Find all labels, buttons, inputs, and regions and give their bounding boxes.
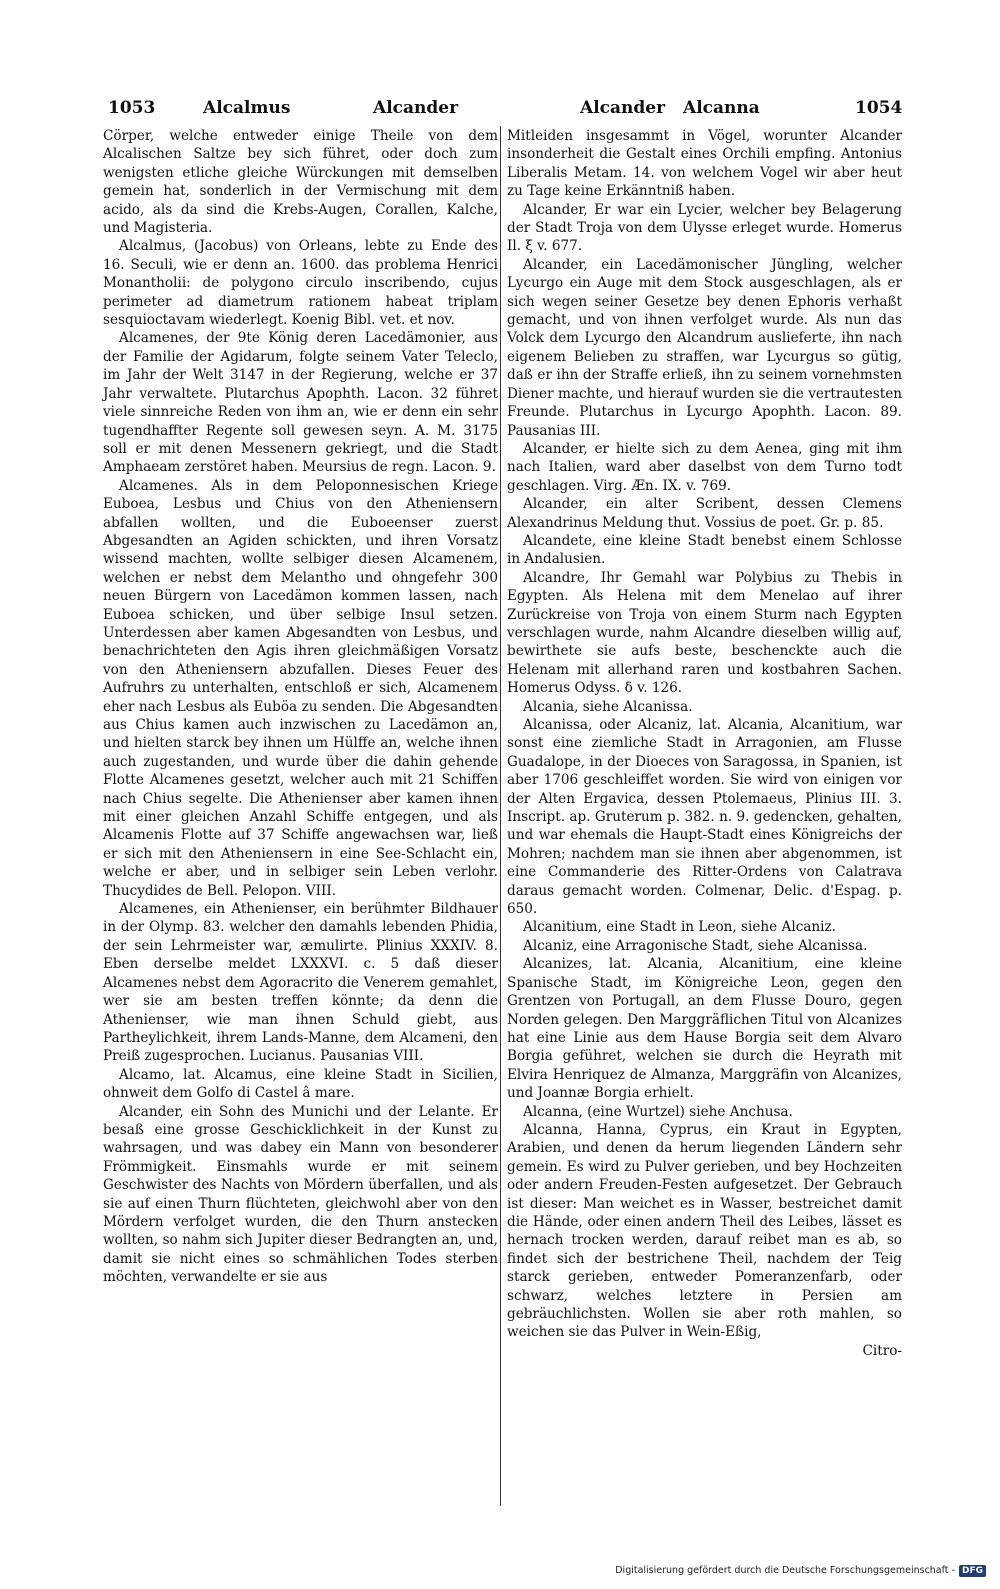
left-headword-first: Alcalmus xyxy=(203,98,291,118)
entry-paragraph: Alcamenes, ein Athenienser, ein berühmter Bildhauer in der Olymp. 83. welcher den damahls lebenden Phidia, der sein Lehrmeister war, æmulirte. Plinius XXXIV. 8. Eben derselbe meldet LXXXVI. c. 5 daß dieser Alcamenes nebst dem Agoracrito die Venerem gemahlet, wer sie am besten treffen könnte; da denn die Athenienser, wie man ihnen Schuld giebt, aus Partheylichkeit, ihrem Lands-Manne, dem Alcameni, den Preiß zugesprochen. Lucianus. Pausanias VIII. xyxy=(103,901,498,1065)
entry-paragraph: Alcander, er hielte sich zu dem Aenea, ging mit ihm nach Italien, ward aber daselbst von dem Turno todt geschlagen. Virg. Æn. IX. v. 769. xyxy=(507,440,902,494)
entry-paragraph: Alcanitium, eine Stadt in Leon, siehe Alcaniz. xyxy=(523,919,836,936)
left-column xyxy=(103,127,498,1287)
left-headword-last: Alcander xyxy=(373,98,459,118)
column-divider xyxy=(500,126,501,1506)
right-headword-first: Alcander xyxy=(580,98,666,118)
entry-paragraph: Alcander, ein Lacedämonischer Jüngling, welcher Lycurgo ein Auge mit dem Stock ausgeschlagen, als er sich wegen seiner Gesetze bey denen Ephoris verhaßt gemacht, und von ihnen verfolget wurde. Als nun das Volck dem Lycurgo den Alcandrum auslieferte, ihn nach eigenem Belieben zu straffen, war Lycurgus so gütig, daß er ihn der Straffe erließ, ihn zu seinem vornehmsten Diener machte, und hierauf wurden sie die vertrautesten Freunde. Plutarchus in Lycurgo Apophth. Lacon. 89. Pausanias III. xyxy=(507,256,902,439)
entry-paragraph: Alcalmus, (Jacobus) von Orleans, lebte zu Ende des 16. Seculi, wie er denn an. 1600. das problema Henrici Monantholii: de polygono circulo inscribendo, cujus perimeter ad diametrum rationem habeat triplam sesquioctavam wiederlegt. Koenig Bibl. vet. et nov. xyxy=(103,238,498,329)
entry-paragraph: Mitleiden insgesammt in Vögel, worunter Alcander insonderheit die Gestalt eines Orchili empfing. Antonius Liberalis Metam. 14. von welchem Vogel wir aber heut zu Tage keine Erkänntniß haben. xyxy=(507,128,902,200)
footer-text: Digitalisierung gefördert durch die Deutsche Forschungsgemeinschaft - xyxy=(615,1565,955,1576)
catchword: Citro- xyxy=(862,1342,902,1359)
dfg-logo: DFG xyxy=(959,1565,986,1577)
entry-paragraph: Alcanna, Hanna, Cyprus, ein Kraut in Egypten, Arabien, und denen da herum liegenden Ländern sehr gemein. Es wird zu Pulver gerieben, und bey Hochzeiten oder andern Freuden-Festen aufgesetzet. Der Gebrauch ist dieser: Man weichet es in Wasser, bestreichet damit die Hände, oder einen andern Theil des Leibes, lässet es hernach trocken werden, darauf reibet man es ab, so findet sich der bestrichene Theil, nachdem der Teig starck gerieben, entweder Pomeranzenfarb, oder schwarz, welches letztere in Persien am gebräuchlichsten. Wollen sie aber roth mahlen, so weichen sie das Pulver in Wein-Eßig, xyxy=(507,1121,902,1341)
right-column xyxy=(507,127,902,1360)
left-page-number: 1053 xyxy=(108,98,156,118)
running-header xyxy=(108,98,903,128)
right-headword-last: Alcanna xyxy=(683,98,760,118)
entry-paragraph: Cörper, welche entweder einige Theile von dem Alcalischen Saltze bey sich führet, oder doch zum wenigsten etliche gleiche Würckungen mit demselben gemein hat, sonderlich in der Vermischung mit dem acido, als da sind die Krebs-Augen, Corallen, Kalche, und Magisteria. xyxy=(103,128,498,237)
entry-paragraph: Alcamenes, der 9te König deren Lacedämonier, aus der Familie der Agidarum, folgte seinem Vater Teleclo, im Jahr der Welt 3147 in der Regierung, welche er 37 Jahr verwaltete. Plutarchus Apophth. Lacon. 32 führet viele sinnreiche Reden von ihm an, wie er denn ein sehr tugendhaffter Regente soll gewesen seyn. A. M. 3175 soll er mit denen Messenern gekriegt, und die Stadt Amphaeam zerstöret haben. Meursius de regn. Lacon. 9. xyxy=(103,330,498,476)
entry-paragraph: Alcamenes. Als in dem Peloponnesischen Kriege Euboea, Lesbus und Chius von den Atheniensern abfallen wollten, und die Euboeenser zuerst Abgesandten an Agiden schickten, und ihren Vorsatz wissend machten, wollte selbiger diesen Alcamenem, welchen er nebst dem Melantho und ohngefehr 300 neuen Bürgern von Lacedämon kommen lassen, nach Euboea schicken, und über selbige Insul setzen. Unterdessen aber kamen Abgesandten von Lesbus, und benachrichteten den Agis ihren gleichmäßigen Vorsatz von den Atheniensern abzufallen. Dieses Feuer des Aufruhrs zu unterhalten, entschloß er sich, Alcamenem eher nach Lesbus als Euböa zu senden. Die Abgesandten aus Chius kamen auch inzwischen zu Lacedämon an, und hielten starck bey ihnen um Hülffe an, welche ihnen auch zugestanden, und wurde über die dahin gehende Flotte Alcamenes gesetzt, welcher auch mit 21 Schiffen nach Chius segelte. Die Athenienser aber kamen ihnen mit einer gleichen Anzahl Schiffe entgegen, und als Alcamenis Flotte auf 37 Schiffe angewachsen war, ließ er sich mit den Atheniensern in eine See-Schlacht ein, welche er aber, und in selbiger sein Leben verlohr. Thucydides de Bell. Pelopon. VIII. xyxy=(103,477,498,899)
entry-paragraph: Alcaniz, eine Arragonische Stadt, siehe Alcanissa. xyxy=(523,937,868,954)
entry-paragraph: Alcandre, Ihr Gemahl war Polybius zu Thebis in Egypten. Als Helena mit dem Menelao auf ihrer Zurückreise von Troja von einem Sturm nach Egypten verschlagen wurde, nahm Alcandre dieselben willig auf, bewirthete sie aufs beste, beschenckte auch die Helenam mit allerhand raren und kostbahren Sachen. Homerus Odyss. δ v. 126. xyxy=(507,569,902,697)
entry-paragraph: Alcamo, lat. Alcamus, eine kleine Stadt in Sicilien, ohnweit dem Golfo di Castel â mare. xyxy=(103,1066,498,1102)
entry-paragraph: Alcanna, (eine Wurtzel) siehe Anchusa. xyxy=(523,1103,793,1120)
entry-paragraph: Alcander, Er war ein Lycier, welcher bey Belagerung der Stadt Troja von dem Ulysse erleget wurde. Homerus Il. ξ v. 677. xyxy=(507,201,902,255)
right-page-number: 1054 xyxy=(855,98,903,118)
footer-credit xyxy=(615,1565,986,1577)
entry-paragraph: Alcania, siehe Alcanissa. xyxy=(523,698,693,715)
entry-paragraph: Alcanissa, oder Alcaniz, lat. Alcania, Alcanitium, war sonst eine ziemliche Stadt in Arragonien, am Flusse Guadalope, in der Dioeces von Saragossa, in Spanien, ist aber 1706 geschleiffet worden. Sie wird von einigen vor der Alten Ergavica, dessen Ptolemaeus, Plinius III. 3. Inscript. ap. Gruterum p. 382. n. 9. gedencken, gehalten, und war ehemals die Haupt-Stadt eines Königreichs der Mohren; nachdem man sie ihnen aber abgenommen, ist eine Commanderie des Ritter-Ordens von Calatrava daraus gemacht worden. Colmenar, Delic. d'Espag. p. 650. xyxy=(507,717,902,918)
entry-paragraph: Alcander, ein alter Scribent, dessen Clemens Alexandrinus Meldung thut. Vossius de poet. Gr. p. 85. xyxy=(507,496,902,531)
entry-paragraph: Alcandete, eine kleine Stadt benebst einem Schlosse in Andalusien. xyxy=(507,532,902,568)
entry-paragraph: Alcanizes, lat. Alcania, Alcanitium, eine kleine Spanische Stadt, im Königreiche Leon, gegen den Grentzen von Portugall, an dem Flusse Douro, gegen Norden gelegen. Den Marggräflichen Titul von Alcanizes hat eine Linie aus dem Hause Borgia seit dem Alvaro Borgia geführet, welchen sie durch die Heyrath mit Elvira Henriquez de Almanza, Marggräfin von Alcanizes, und Joannæ Borgia erhielt. xyxy=(507,956,902,1102)
entry-paragraph: Alcander, ein Sohn des Munichi und der Lelante. Er besaß eine grosse Geschicklichkeit in der Kunst zu wahrsagen, und was dabey ein Mann von besonderer Frömmigkeit. Einsmahls wurde er mit seinem Geschwister des Nachts von Mördern überfallen, und als sie auf einen Thurn flüchteten, gleichwohl aber von den Mördern verfolget wurden, die den Thurn anstecken wollten, so nahm sich Jupiter dieser Bedrangten an, und, damit sie nicht eines so schmählichen Todes sterben möchten, verwandelte er sie aus xyxy=(103,1103,498,1286)
